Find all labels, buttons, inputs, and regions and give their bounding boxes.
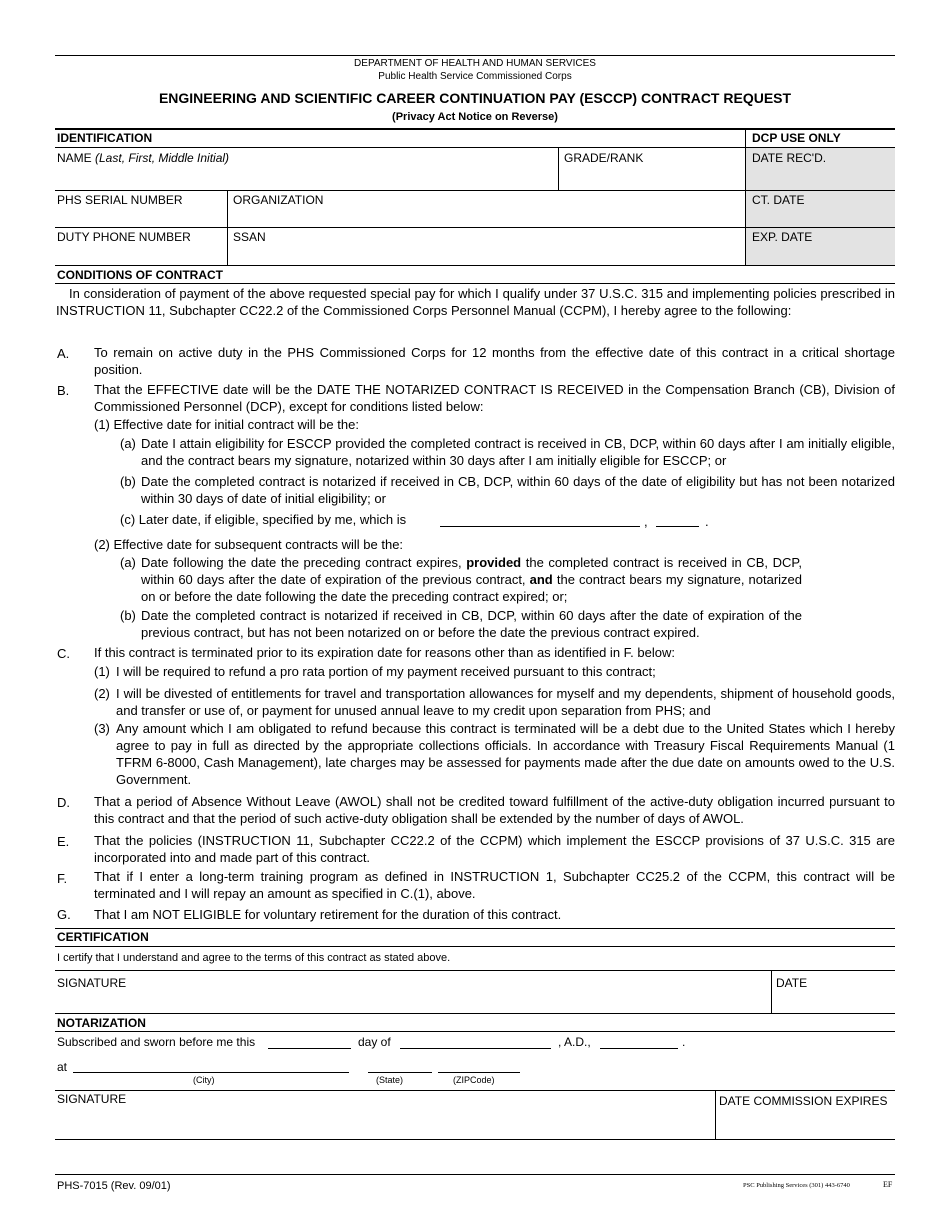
subscribed-text: Subscribed and sworn before me this	[57, 1035, 256, 1049]
certification-date-field[interactable]	[773, 990, 893, 1012]
later-year-field[interactable]	[656, 526, 699, 527]
row1-rule	[55, 190, 745, 191]
conditions-header: CONDITIONS OF CONTRACT	[57, 268, 223, 282]
notary-signature-label: SIGNATURE	[57, 1092, 127, 1106]
item-c3-num: (3)	[94, 721, 110, 736]
item-c1-num: (1)	[94, 664, 110, 679]
grade-rank-field[interactable]	[560, 166, 743, 188]
item-c2-text: I will be divested of entitlements for travel and transportation allowances for myself and my dependents, shipment of household goods, and transfer or use of, or payment for unused annual leave to my credit upon separation from PHS; and	[116, 686, 895, 718]
notary-year-field[interactable]	[600, 1048, 678, 1049]
item-b-letter: B.	[57, 383, 70, 398]
dcp-use-only-header: DCP USE ONLY	[752, 131, 841, 145]
item-c-letter: C.	[57, 646, 70, 661]
grade-rank-label: GRADE/RANK	[564, 151, 644, 165]
certification-signature-field[interactable]	[56, 990, 768, 1012]
top-rule	[55, 55, 895, 56]
corps-name: Public Health Service Commissioned Corps	[378, 71, 572, 82]
organization-field[interactable]	[230, 208, 742, 226]
item-e-letter: E.	[57, 834, 70, 849]
duty-phone-label: DUTY PHONE NUMBER	[57, 230, 191, 244]
later-date-comma: ,	[644, 514, 648, 529]
notary-day-field[interactable]	[268, 1048, 351, 1049]
item-c2-num: (2)	[94, 686, 110, 701]
certification-header: CERTIFICATION	[57, 930, 149, 944]
dcp-row1-rule	[746, 190, 895, 191]
item-b2a-text: Date following the date the preceding contract expires, provided the completed contract is received in CB, DCP, within 60 days after the date of expiration of the previous contract, and the contract bears my signature, notarized on or before the date following the date the preceding contract expired; or;	[141, 555, 802, 604]
certification-top-rule	[55, 928, 895, 929]
item-b1a-num: (a)	[120, 436, 136, 451]
item-a-letter: A.	[57, 346, 70, 361]
notarization-bottom-rule	[55, 1139, 895, 1140]
identification-header: IDENTIFICATION	[57, 131, 153, 145]
certification-signature-label: SIGNATURE	[57, 976, 127, 990]
item-f-letter: F.	[57, 871, 68, 886]
department-name: DEPARTMENT OF HEALTH AND HUMAN SERVICES	[354, 58, 596, 69]
notarization-header: NOTARIZATION	[57, 1016, 146, 1030]
commission-expires-field[interactable]	[717, 1109, 893, 1137]
duty-phone-field[interactable]	[56, 245, 224, 263]
form-title: ENGINEERING AND SCIENTIFIC CAREER CONTINUATION PAY (ESCCP) CONTRACT REQUEST	[158, 90, 792, 106]
phs-serial-field[interactable]	[56, 208, 224, 226]
certification-date-divider	[771, 970, 772, 1013]
ct-date-label: CT. DATE	[752, 193, 805, 207]
item-b1b-num: (b)	[120, 474, 136, 489]
notarization-header-rule	[55, 1031, 895, 1032]
commission-expires-label: DATE COMMISSION EXPIRES	[719, 1094, 888, 1108]
name-label: NAME (Last, First, Middle Initial)	[57, 151, 230, 165]
item-g-letter: G.	[57, 907, 71, 922]
conditions-rule	[55, 283, 895, 284]
item-a-text: To remain on active duty in the PHS Commissioned Corps for 12 months from the effective date of this contract in a critical shortage position.	[94, 345, 895, 377]
identification-bottom-rule	[55, 265, 895, 266]
item-d-text: That a period of Absence Without Leave (AWOL) shall not be credited toward fulfillment of the active-duty obligation incurred pursuant to this contract and that the period of such active-duty obligation shall be extended by the number of days of AWOL.	[94, 794, 895, 826]
notary-period: .	[682, 1035, 686, 1049]
item-e-text: That the policies (INSTRUCTION 11, Subchapter CC22.2 of the CCPM) which implement the ESCCP provisions of 37 U.S.C. 315 are incorporated into and made part of this contract.	[94, 833, 895, 865]
certification-date-label: DATE	[776, 976, 808, 990]
zip-caption: (ZIPCode)	[453, 1075, 495, 1085]
ad-text: , A.D.,	[558, 1035, 591, 1049]
dcp-row2-rule	[746, 227, 895, 228]
city-caption: (City)	[193, 1075, 215, 1085]
item-f-text: That if I enter a long-term training program as defined in INSTRUCTION 1, Subchapter CC25.2 of the CCPM, this contract will be terminated and I will repay an amount as specified in C.(1), above.	[94, 869, 895, 901]
footer-rule	[55, 1174, 895, 1175]
item-b1c-text: (c) Later date, if eligible, specified by me, which is	[120, 512, 407, 527]
exp-date-label: EXP. DATE	[752, 230, 813, 244]
privacy-notice: (Privacy Act Notice on Reverse)	[392, 111, 558, 123]
certification-bottom-rule	[55, 1013, 895, 1014]
commission-divider	[715, 1090, 716, 1139]
and-emphasis: and	[529, 572, 553, 587]
later-date-period: .	[705, 514, 709, 529]
phs-serial-label: PHS SERIAL NUMBER	[57, 193, 183, 207]
item-b2a-num: (a)	[120, 555, 136, 570]
notary-month-field[interactable]	[400, 1048, 551, 1049]
provided-emphasis: provided	[466, 555, 522, 570]
item-b2b-text: Date the completed contract is notarized if received in CB, DCP, within 60 days after the date of expiration of the previous contract, but has not been notarized on or before the date the previous contract expired.	[141, 608, 802, 640]
grade-divider	[558, 147, 559, 190]
row2-rule	[55, 227, 745, 228]
item-c3-text: Any amount which I am obligated to refund because this contract is terminated will be a debt due to the United States which I hereby agree to pay in full as directed by the appropriate collections officials. In accordance with Treasury Fiscal Requirements Manual (1 TFRM 6-8000, Cash Management), late charges may be assessed for payments made after the due date on amounts owed to the U.S. Government.	[116, 721, 895, 787]
certification-statement: I certify that I understand and agree to the terms of this contract as stated above.	[57, 952, 451, 964]
item-b-text: That the EFFECTIVE date will be the DATE THE NOTARIZED CONTRACT IS RECEIVED in the Compensation Branch (CB), Division of Commissioned Personnel (DCP), except for conditions listed below:	[94, 382, 895, 414]
publisher-info: PSC Publishing Services (301) 443-6740	[743, 1182, 850, 1189]
dcp-divider	[745, 128, 746, 265]
at-label: at	[57, 1060, 68, 1074]
state-caption: (State)	[376, 1075, 404, 1085]
item-b1: (1) Effective date for initial contract will be the:	[94, 417, 359, 432]
item-b2: (2) Effective date for subsequent contracts will be the:	[94, 537, 404, 552]
organization-label: ORGANIZATION	[233, 193, 324, 207]
day-of-text: day of	[358, 1035, 391, 1049]
later-date-field[interactable]	[440, 526, 640, 527]
certification-statement-rule	[55, 970, 895, 971]
ef-code: EF	[883, 1180, 893, 1189]
item-b1b-text: Date the completed contract is notarized if received in CB, DCP, within 60 days of the date of eligibility but has not been notarized within 30 days of date of initial eligibility; or	[141, 474, 895, 506]
ssan-field[interactable]	[230, 245, 742, 263]
form-number: PHS-7015 (Rev. 09/01)	[57, 1180, 171, 1192]
name-field[interactable]	[56, 166, 556, 188]
identification-top-rule	[55, 128, 895, 130]
name-hint: (Last, First, Middle Initial)	[95, 151, 230, 165]
ssan-label: SSAN	[233, 230, 266, 244]
notary-signature-top-rule	[55, 1090, 895, 1091]
date-recd-label: DATE REC'D.	[752, 151, 827, 165]
item-b2b-num: (b)	[120, 608, 136, 623]
certification-header-rule	[55, 946, 895, 947]
item-d-letter: D.	[57, 795, 70, 810]
item-c1-text: I will be required to refund a pro rata portion of my payment received pursuant to this contract;	[116, 664, 656, 679]
item-b1a-text: Date I attain eligibility for ESCCP provided the completed contract is received in CB, DCP, within 60 days after I am initially eligible, and the contract bears my signature, notarized within 30 days after I am initially eligible for ESCCP; or	[141, 436, 895, 468]
notary-signature-field[interactable]	[56, 1107, 711, 1137]
item-c-text: If this contract is terminated prior to its expiration date for reasons other than as identified in F. below:	[94, 645, 675, 660]
conditions-intro: In consideration of payment of the above requested special pay for which I qualify under 37 U.S.C. 315 and implementing policies prescribed in INSTRUCTION 11, Subchapter CC22.2 of the Commissioned Corps Personnel Manual (CCPM), I hereby agree to the following:	[56, 286, 895, 318]
id-header-rule	[55, 147, 895, 148]
item-g-text: That I am NOT ELIGIBLE for voluntary retirement for the duration of this contract.	[94, 907, 562, 922]
